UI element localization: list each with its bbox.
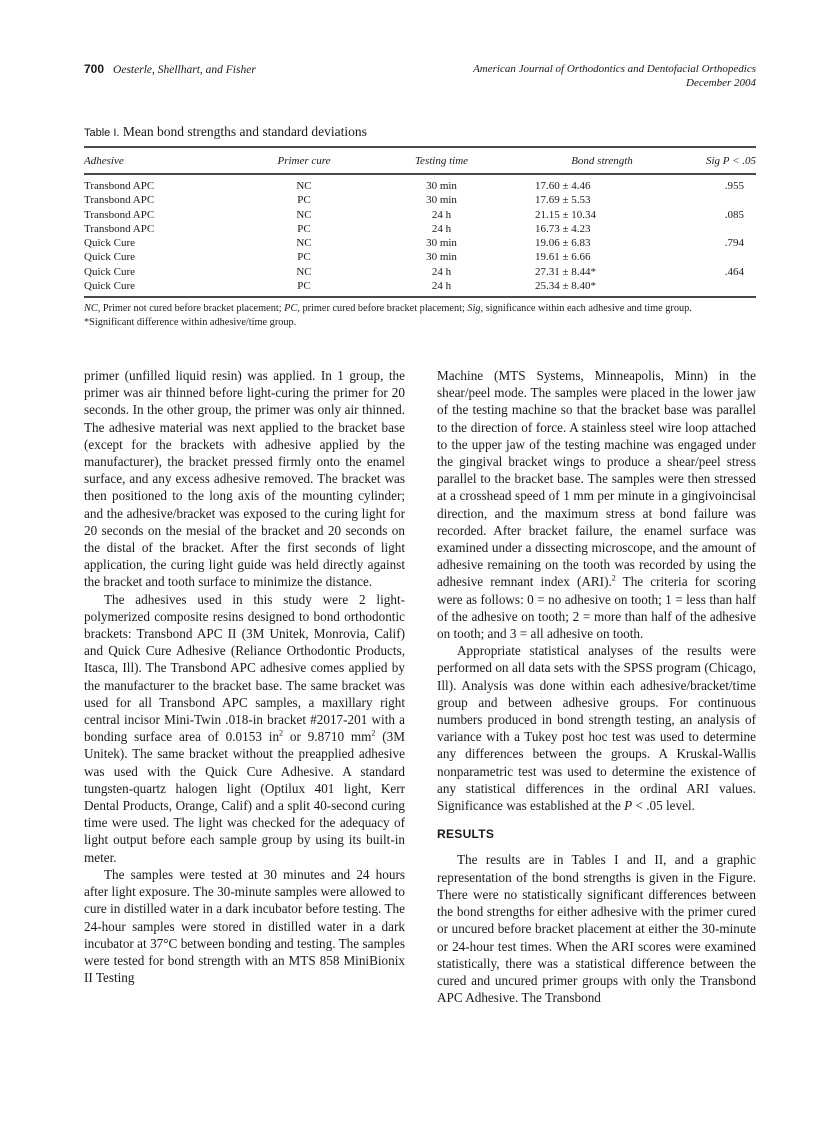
table-row	[84, 208, 756, 222]
cell-primer-cure: PC	[297, 194, 311, 207]
paragraph	[437, 642, 756, 814]
cell-bond-strength: 16.73 ± 4.23	[535, 222, 591, 235]
cell-adhesive: Transbond APC	[84, 222, 155, 235]
header-testing-time: Testing time	[414, 155, 469, 167]
running-head-right	[473, 62, 756, 90]
cell-primer-cure: PC	[297, 251, 311, 264]
footnote-asterisk: *Significant difference within adhesive/time group.	[84, 317, 297, 329]
paragraph-text: Machine (MTS Systems, Minneapolis, Minn) in the shear/peel mode. The samples were placed in the lower jaw of the testing machine so that the bracket base was parallel to the direction of force. A stainless steel wire loop attached to the upper jaw of the testing machine was engaged under the gingival bracket wings to produce a shear/peel stress parallel to the bracket base. The samples were then stressed at a crosshead speed of 1 mm per minute in a gingivoincisal direction, and the maximum stress at bond failure was recorded. After bracket failure, the enamel surface was examined under a dissecting microscope, and the amount of adhesive remaining on the tooth was recorded by using the adhesive remnant index (ARI).	[437, 368, 756, 590]
paragraph: The results are in Tables I and II, and a graphic representation of the bond strengths is given in the Figure. There were no statistically significant differences between the bond strengths for either adhesive with the primer cured or uncured before bracket placement at either the 30-minute or 24-hour test times. When the ARI scores were examined statistically, there was a statistical difference between the cured and uncured primer groups with only the Transbond APC Adhesive. The Transbond	[437, 852, 756, 1006]
table-row	[84, 193, 756, 207]
paragraph-text: Appropriate statistical analyses of the results were performed on all data sets with the SPSS program (Chicago, Ill). Analysis was done within each adhesive/bracket/time group and between adhesive groups. For continuous numbers produced in bond strength testing, an analysis of variance with a Tukey post hoc test was used to determine any differences between the groups. A Kruskal-Wallis nonparametric test was used to determine the existence of any statistical differences in the ordinal ARI values. Significance was established at the	[437, 643, 756, 814]
paragraph: The samples were tested at 30 minutes and 24 hours after light exposure. The 30-minute samples were allowed to cure in distilled water in a dark incubator before testing. The 24-hour samples were stored in distilled water in a dark incubator at 37°C between bonding and testing. The samples were tested for bond strength with an MTS 858 MiniBionix II Testing	[84, 866, 405, 986]
cell-primer-cure: NC	[296, 208, 312, 221]
issue-date: December 2004	[686, 77, 756, 89]
header-adhesive: Adhesive	[84, 155, 124, 167]
table-caption	[84, 124, 756, 140]
journal-title: American Journal of Orthodontics and Dentofacial Orthopedics	[473, 63, 756, 75]
right-column	[437, 367, 756, 1006]
section-heading-results: RESULTS	[437, 827, 495, 842]
cell-bond-strength: 27.31 ± 8.44*	[535, 265, 597, 278]
cell-adhesive: Transbond APC	[84, 180, 155, 192]
cell-adhesive: Quick Cure	[84, 265, 136, 278]
cell-sig: .085	[724, 208, 744, 221]
cell-bond-strength: 21.15 ± 10.34	[535, 208, 597, 221]
footnote-pc-abbr: PC,	[284, 303, 300, 315]
paragraph-text: The criteria for scoring were as follows: 0 = no adhesive on tooth; 1 = less than half of the adhesive on tooth; 2 = more than half of the adhesive on tooth; and 3 = all adhesive on tooth.	[437, 574, 756, 642]
table-row	[84, 236, 756, 250]
superscript: 2	[371, 728, 376, 738]
table-title: Mean bond strengths and standard deviations	[122, 124, 367, 139]
cell-bond-strength: 17.60 ± 4.46	[535, 180, 591, 192]
cell-bond-strength: 19.61 ± 6.66	[535, 251, 591, 264]
paragraph-text: or 9.8710 mm	[283, 729, 372, 745]
superscript: 2	[279, 728, 284, 738]
table-label: Table I.	[84, 127, 120, 139]
table-row	[84, 222, 756, 236]
header-bond-strength: Bond strength	[571, 155, 633, 167]
cell-primer-cure: NC	[296, 265, 312, 278]
cell-primer-cure: NC	[296, 180, 312, 192]
cell-sig	[685, 250, 756, 264]
paragraph-text: < .05 level.	[632, 798, 695, 814]
running-head	[84, 62, 756, 98]
footnote-nc-text: Primer not cured before bracket placement;	[100, 303, 285, 315]
footnote-sig-text: significance within each adhesive and time group.	[483, 303, 692, 315]
header-sig: Sig P < .05	[706, 155, 756, 167]
table-row	[84, 250, 756, 264]
footnote-sig-abbr: Sig,	[467, 303, 484, 315]
bond-strength-table	[84, 148, 756, 296]
cell-adhesive: Transbond APC	[84, 194, 155, 207]
cell-bond-strength: 19.06 ± 6.83	[535, 237, 591, 250]
cell-adhesive: Quick Cure	[84, 251, 136, 264]
page-number: 700	[84, 62, 105, 76]
table-row	[84, 175, 756, 193]
table-footnote	[84, 302, 756, 330]
header-primer-cure: Primer cure	[277, 155, 331, 167]
table-1	[84, 124, 756, 330]
cell-sig: .794	[724, 237, 744, 250]
footnote-nc-abbr: NC,	[84, 303, 101, 315]
cell-primer-cure: PC	[297, 280, 311, 293]
cell-sig	[685, 279, 756, 296]
paragraph-text: (3M Unitek). The same bracket without the preapplied adhesive was used with the Quick Cure Adhesive. A standard tungsten-quartz halogen light (Optilux 401 light, Kerr Dental Products, Orange, Calif) and a split 40-second curing time were used. The light was checked for the adequacy of light output before each sample group by using its built-in meter.	[84, 729, 405, 865]
cell-testing-time: 24 h	[431, 208, 452, 221]
cell-testing-time: 24 h	[431, 265, 452, 278]
table-row	[84, 265, 756, 279]
running-head-left	[84, 62, 256, 77]
paragraph	[437, 367, 756, 642]
cell-testing-time: 24 h	[431, 222, 452, 235]
footnote-pc-text: primer cured before bracket placement;	[299, 303, 468, 315]
table-header-row	[84, 148, 756, 173]
table-row	[84, 279, 756, 296]
paragraph: primer (unfilled liquid resin) was applied. In 1 group, the primer was air thinned before light-curing the primer for 20 seconds. In the other group, the primer was only air thinned. The adhesive material was next applied to the bracket base (except for the brackets with adhesive applied by the manufacturer), the bracket pressed firmly onto the enamel surface, and any excess adhesive removed. The bracket was then positioned to the long axis of the mounting cylinder; and the adhesive/bracket was exposed to the curing light for 20 seconds on the mesial of the bracket and 20 seconds on the distal of the bracket. After the first seconds of light application, the curing light guide was held directly against the bracket and tooth surface to minimize the distance.	[84, 368, 405, 590]
paragraph-text: The adhesives used in this study were 2 light-polymerized composite resins designed to bond orthodontic brackets: Transbond APC II (3M Unitek, Monrovia, Calif) and Quick Cure Adhesive (Reliance Orthodontic Products, Itasca, Ill). The Transbond APC adhesive comes applied by the manufacturer to the bracket base. The same bracket was used for all Transbond APC samples, a maxillary right central incisor Mini-Twin .018-in bracket #2017-201 with a bonding surface area of 0.0153 in	[84, 591, 405, 745]
cell-sig	[685, 222, 756, 236]
cell-testing-time: 30 min	[426, 237, 457, 250]
footnote-abbreviations	[84, 302, 756, 316]
cell-primer-cure: PC	[297, 222, 311, 235]
cell-bond-strength: 25.34 ± 8.40*	[535, 280, 597, 293]
cell-adhesive: Transbond APC	[84, 208, 155, 221]
cell-testing-time: 30 min	[426, 180, 457, 192]
cell-sig	[685, 193, 756, 207]
citation-superscript: 2	[611, 574, 616, 584]
cell-testing-time: 30 min	[426, 251, 457, 264]
cell-primer-cure: NC	[296, 237, 312, 250]
cell-sig: .955	[724, 180, 744, 192]
table-bottom-rule	[84, 296, 756, 298]
cell-testing-time: 24 h	[431, 280, 452, 293]
cell-adhesive: Quick Cure	[84, 237, 136, 250]
cell-adhesive: Quick Cure	[84, 280, 136, 293]
cell-testing-time: 30 min	[426, 194, 457, 207]
p-symbol: P	[624, 798, 633, 814]
running-head-authors: Oesterle, Shellhart, and Fisher	[113, 64, 256, 76]
left-column	[84, 367, 405, 986]
cell-sig: .464	[724, 265, 744, 278]
cell-bond-strength: 17.69 ± 5.53	[535, 194, 591, 207]
paragraph	[84, 591, 405, 866]
